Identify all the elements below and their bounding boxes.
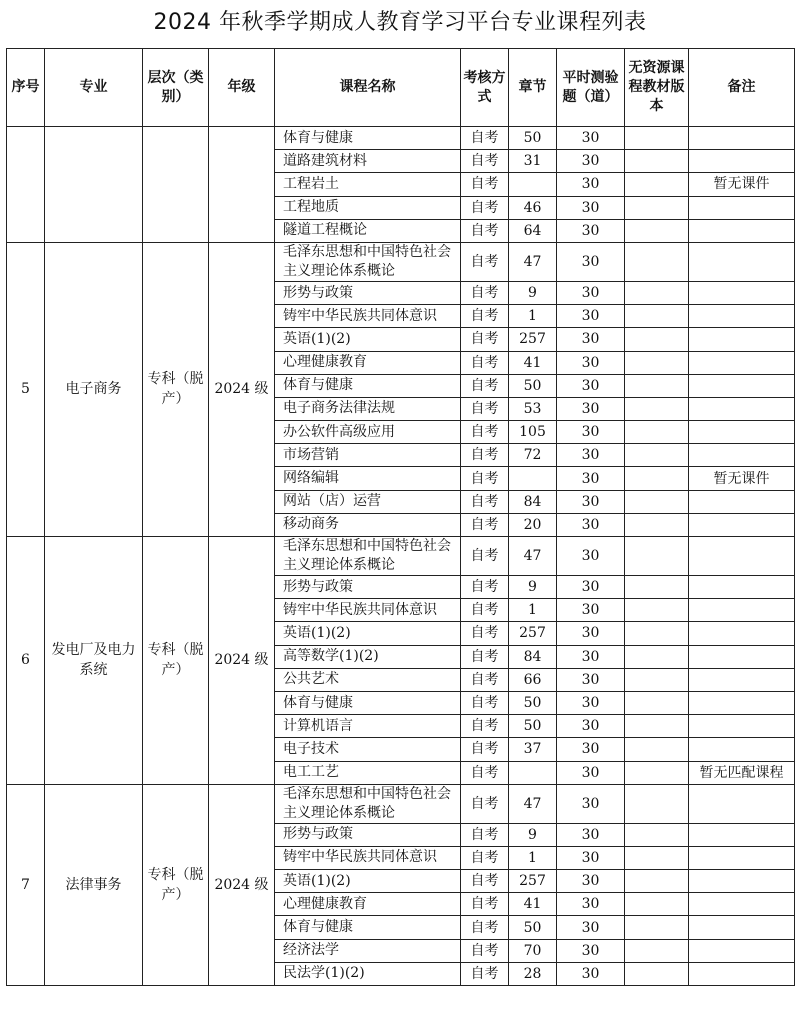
major-cell: 电子商务 <box>45 242 143 536</box>
course-name-cell: 心理健康教育 <box>275 893 461 916</box>
course-name-cell: 形势与政策 <box>275 823 461 846</box>
exam-method-cell: 自考 <box>461 127 509 150</box>
exam-method-cell: 自考 <box>461 196 509 219</box>
course-name-cell: 形势与政策 <box>275 281 461 304</box>
chapters-cell: 50 <box>509 916 557 939</box>
quiz-count-cell: 30 <box>557 893 625 916</box>
quiz-count-cell: 30 <box>557 576 625 599</box>
chapters-cell: 47 <box>509 242 557 281</box>
header-exam: 考核方式 <box>461 49 509 127</box>
remark-cell <box>689 219 795 242</box>
chapters-cell: 257 <box>509 622 557 645</box>
no-resource-cell <box>625 537 689 576</box>
quiz-count-cell: 30 <box>557 846 625 869</box>
seq-cell <box>7 127 45 243</box>
exam-method-cell: 自考 <box>461 846 509 869</box>
no-resource-cell <box>625 893 689 916</box>
course-name-cell: 市场营销 <box>275 444 461 467</box>
header-chapters: 章节 <box>509 49 557 127</box>
no-resource-cell <box>625 219 689 242</box>
chapters-cell: 64 <box>509 219 557 242</box>
table-row <box>7 242 795 281</box>
exam-method-cell: 自考 <box>461 444 509 467</box>
chapters-cell: 50 <box>509 691 557 714</box>
remark-cell <box>689 305 795 328</box>
course-name-cell: 英语(1)(2) <box>275 328 461 351</box>
remark-cell <box>689 622 795 645</box>
table-row <box>7 784 795 823</box>
exam-method-cell: 自考 <box>461 374 509 397</box>
grade-cell: 2024 级 <box>209 784 275 985</box>
no-resource-cell <box>625 645 689 668</box>
header-quiz: 平时测验题（道） <box>557 49 625 127</box>
no-resource-cell <box>625 715 689 738</box>
no-resource-cell <box>625 962 689 985</box>
course-name-cell: 隧道工程概论 <box>275 219 461 242</box>
chapters-cell: 9 <box>509 281 557 304</box>
no-resource-cell <box>625 916 689 939</box>
exam-method-cell: 自考 <box>461 784 509 823</box>
table-row <box>7 537 795 576</box>
exam-method-cell: 自考 <box>461 281 509 304</box>
no-resource-cell <box>625 668 689 691</box>
chapters-cell: 53 <box>509 397 557 420</box>
chapters-cell: 31 <box>509 150 557 173</box>
course-name-cell: 网站（店）运营 <box>275 490 461 513</box>
chapters-cell: 28 <box>509 962 557 985</box>
quiz-count-cell: 30 <box>557 374 625 397</box>
remark-cell <box>689 893 795 916</box>
course-name-cell: 铸牢中华民族共同体意识 <box>275 305 461 328</box>
header-no-resource: 无资源课程教材版本 <box>625 49 689 127</box>
remark-cell <box>689 668 795 691</box>
exam-method-cell: 自考 <box>461 761 509 784</box>
chapters-cell <box>509 173 557 196</box>
no-resource-cell <box>625 846 689 869</box>
chapters-cell: 50 <box>509 715 557 738</box>
course-name-cell: 铸牢中华民族共同体意识 <box>275 599 461 622</box>
no-resource-cell <box>625 281 689 304</box>
exam-method-cell: 自考 <box>461 351 509 374</box>
level-cell: 专科（脱产） <box>143 242 209 536</box>
remark-cell <box>689 328 795 351</box>
exam-method-cell: 自考 <box>461 305 509 328</box>
course-name-cell: 体育与健康 <box>275 691 461 714</box>
quiz-count-cell: 30 <box>557 196 625 219</box>
quiz-count-cell: 30 <box>557 173 625 196</box>
exam-method-cell: 自考 <box>461 668 509 691</box>
remark-cell <box>689 242 795 281</box>
header-level: 层次（类别） <box>143 49 209 127</box>
no-resource-cell <box>625 823 689 846</box>
no-resource-cell <box>625 374 689 397</box>
quiz-count-cell: 30 <box>557 645 625 668</box>
remark-cell <box>689 127 795 150</box>
seq-cell: 6 <box>7 537 45 785</box>
chapters-cell: 47 <box>509 784 557 823</box>
quiz-count-cell: 30 <box>557 715 625 738</box>
no-resource-cell <box>625 513 689 536</box>
major-cell: 法律事务 <box>45 784 143 985</box>
level-cell: 专科（脱产） <box>143 784 209 985</box>
remark-cell: 暂无课件 <box>689 173 795 196</box>
no-resource-cell <box>625 127 689 150</box>
quiz-count-cell: 30 <box>557 127 625 150</box>
quiz-count-cell: 30 <box>557 219 625 242</box>
exam-method-cell: 自考 <box>461 962 509 985</box>
course-name-cell: 电子技术 <box>275 738 461 761</box>
quiz-count-cell: 30 <box>557 962 625 985</box>
course-name-cell: 形势与政策 <box>275 576 461 599</box>
major-cell: 发电厂及电力系统 <box>45 537 143 785</box>
exam-method-cell: 自考 <box>461 467 509 490</box>
chapters-cell: 84 <box>509 645 557 668</box>
grade-cell: 2024 级 <box>209 242 275 536</box>
quiz-count-cell: 30 <box>557 351 625 374</box>
major-cell <box>45 127 143 243</box>
quiz-count-cell: 30 <box>557 916 625 939</box>
chapters-cell: 66 <box>509 668 557 691</box>
quiz-count-cell: 30 <box>557 622 625 645</box>
exam-method-cell: 自考 <box>461 421 509 444</box>
no-resource-cell <box>625 599 689 622</box>
exam-method-cell: 自考 <box>461 645 509 668</box>
course-name-cell: 体育与健康 <box>275 916 461 939</box>
remark-cell <box>689 374 795 397</box>
quiz-count-cell: 30 <box>557 761 625 784</box>
chapters-cell: 257 <box>509 870 557 893</box>
table-row <box>7 127 795 150</box>
quiz-count-cell: 30 <box>557 939 625 962</box>
remark-cell <box>689 421 795 444</box>
header-seq: 序号 <box>7 49 45 127</box>
quiz-count-cell: 30 <box>557 738 625 761</box>
chapters-cell: 50 <box>509 127 557 150</box>
no-resource-cell <box>625 490 689 513</box>
chapters-cell: 1 <box>509 599 557 622</box>
no-resource-cell <box>625 150 689 173</box>
remark-cell <box>689 397 795 420</box>
no-resource-cell <box>625 691 689 714</box>
exam-method-cell: 自考 <box>461 691 509 714</box>
quiz-count-cell: 30 <box>557 823 625 846</box>
grade-cell <box>209 127 275 243</box>
course-name-cell: 计算机语言 <box>275 715 461 738</box>
course-name-cell: 经济法学 <box>275 939 461 962</box>
chapters-cell: 257 <box>509 328 557 351</box>
remark-cell <box>689 962 795 985</box>
course-name-cell: 网络编辑 <box>275 467 461 490</box>
quiz-count-cell: 30 <box>557 305 625 328</box>
remark-cell: 暂无课件 <box>689 467 795 490</box>
exam-method-cell: 自考 <box>461 537 509 576</box>
course-name-cell: 电工工艺 <box>275 761 461 784</box>
header-major: 专业 <box>45 49 143 127</box>
course-name-cell: 办公软件高级应用 <box>275 421 461 444</box>
course-name-cell: 心理健康教育 <box>275 351 461 374</box>
remark-cell <box>689 846 795 869</box>
course-name-cell: 工程地质 <box>275 196 461 219</box>
chapters-cell <box>509 467 557 490</box>
remark-cell <box>689 823 795 846</box>
chapters-cell: 46 <box>509 196 557 219</box>
quiz-count-cell: 30 <box>557 150 625 173</box>
quiz-count-cell: 30 <box>557 490 625 513</box>
exam-method-cell: 自考 <box>461 328 509 351</box>
remark-cell <box>689 150 795 173</box>
chapters-cell: 1 <box>509 846 557 869</box>
no-resource-cell <box>625 576 689 599</box>
course-name-cell: 毛泽东思想和中国特色社会主义理论体系概论 <box>275 784 461 823</box>
remark-cell <box>689 351 795 374</box>
no-resource-cell <box>625 939 689 962</box>
remark-cell <box>689 576 795 599</box>
remark-cell <box>689 645 795 668</box>
exam-method-cell: 自考 <box>461 150 509 173</box>
exam-method-cell: 自考 <box>461 490 509 513</box>
no-resource-cell <box>625 351 689 374</box>
quiz-count-cell: 30 <box>557 668 625 691</box>
course-name-cell: 高等数学(1)(2) <box>275 645 461 668</box>
no-resource-cell <box>625 421 689 444</box>
course-name-cell: 公共艺术 <box>275 668 461 691</box>
remark-cell <box>689 537 795 576</box>
quiz-count-cell: 30 <box>557 513 625 536</box>
remark-cell <box>689 870 795 893</box>
remark-cell <box>689 916 795 939</box>
course-name-cell: 电子商务法律法规 <box>275 397 461 420</box>
chapters-cell: 47 <box>509 537 557 576</box>
quiz-count-cell: 30 <box>557 784 625 823</box>
quiz-count-cell: 30 <box>557 242 625 281</box>
chapters-cell: 41 <box>509 893 557 916</box>
exam-method-cell: 自考 <box>461 823 509 846</box>
quiz-count-cell: 30 <box>557 397 625 420</box>
chapters-cell: 9 <box>509 823 557 846</box>
seq-cell: 5 <box>7 242 45 536</box>
no-resource-cell <box>625 196 689 219</box>
chapters-cell: 72 <box>509 444 557 467</box>
course-name-cell: 英语(1)(2) <box>275 622 461 645</box>
chapters-cell <box>509 761 557 784</box>
remark-cell <box>689 738 795 761</box>
exam-method-cell: 自考 <box>461 219 509 242</box>
exam-method-cell: 自考 <box>461 576 509 599</box>
exam-method-cell: 自考 <box>461 599 509 622</box>
no-resource-cell <box>625 467 689 490</box>
course-name-cell: 工程岩土 <box>275 173 461 196</box>
course-name-cell: 体育与健康 <box>275 127 461 150</box>
no-resource-cell <box>625 761 689 784</box>
course-table <box>6 48 795 986</box>
no-resource-cell <box>625 397 689 420</box>
no-resource-cell <box>625 242 689 281</box>
quiz-count-cell: 30 <box>557 328 625 351</box>
quiz-count-cell: 30 <box>557 421 625 444</box>
quiz-count-cell: 30 <box>557 467 625 490</box>
quiz-count-cell: 30 <box>557 281 625 304</box>
exam-method-cell: 自考 <box>461 738 509 761</box>
exam-method-cell: 自考 <box>461 622 509 645</box>
course-name-cell: 毛泽东思想和中国特色社会主义理论体系概论 <box>275 242 461 281</box>
exam-method-cell: 自考 <box>461 397 509 420</box>
chapters-cell: 70 <box>509 939 557 962</box>
course-name-cell: 铸牢中华民族共同体意识 <box>275 846 461 869</box>
page-title: 2024 年秋季学期成人教育学习平台专业课程列表 <box>153 10 647 35</box>
exam-method-cell: 自考 <box>461 715 509 738</box>
chapters-cell: 105 <box>509 421 557 444</box>
no-resource-cell <box>625 622 689 645</box>
exam-method-cell: 自考 <box>461 870 509 893</box>
exam-method-cell: 自考 <box>461 513 509 536</box>
exam-method-cell: 自考 <box>461 893 509 916</box>
remark-cell <box>689 444 795 467</box>
chapters-cell: 84 <box>509 490 557 513</box>
header-row <box>7 49 795 127</box>
remark-cell <box>689 281 795 304</box>
remark-cell <box>689 513 795 536</box>
quiz-count-cell: 30 <box>557 870 625 893</box>
course-name-cell: 民法学(1)(2) <box>275 962 461 985</box>
course-name-cell: 道路建筑材料 <box>275 150 461 173</box>
header-remark: 备注 <box>689 49 795 127</box>
remark-cell <box>689 784 795 823</box>
chapters-cell: 9 <box>509 576 557 599</box>
remark-cell <box>689 599 795 622</box>
no-resource-cell <box>625 444 689 467</box>
course-name-cell: 英语(1)(2) <box>275 870 461 893</box>
chapters-cell: 1 <box>509 305 557 328</box>
chapters-cell: 37 <box>509 738 557 761</box>
no-resource-cell <box>625 173 689 196</box>
level-cell <box>143 127 209 243</box>
exam-method-cell: 自考 <box>461 242 509 281</box>
remark-cell: 暂无匹配课程 <box>689 761 795 784</box>
header-grade: 年级 <box>209 49 275 127</box>
course-name-cell: 毛泽东思想和中国特色社会主义理论体系概论 <box>275 537 461 576</box>
chapters-cell: 20 <box>509 513 557 536</box>
seq-cell: 7 <box>7 784 45 985</box>
remark-cell <box>689 691 795 714</box>
chapters-cell: 50 <box>509 374 557 397</box>
course-name-cell: 移动商务 <box>275 513 461 536</box>
grade-cell: 2024 级 <box>209 537 275 785</box>
no-resource-cell <box>625 328 689 351</box>
quiz-count-cell: 30 <box>557 444 625 467</box>
quiz-count-cell: 30 <box>557 691 625 714</box>
no-resource-cell <box>625 870 689 893</box>
remark-cell <box>689 939 795 962</box>
no-resource-cell <box>625 305 689 328</box>
no-resource-cell <box>625 784 689 823</box>
quiz-count-cell: 30 <box>557 599 625 622</box>
table-body <box>7 127 795 986</box>
level-cell: 专科（脱产） <box>143 537 209 785</box>
exam-method-cell: 自考 <box>461 173 509 196</box>
chapters-cell: 41 <box>509 351 557 374</box>
exam-method-cell: 自考 <box>461 939 509 962</box>
remark-cell <box>689 715 795 738</box>
no-resource-cell <box>625 738 689 761</box>
header-course: 课程名称 <box>275 49 461 127</box>
exam-method-cell: 自考 <box>461 916 509 939</box>
remark-cell <box>689 196 795 219</box>
quiz-count-cell: 30 <box>557 537 625 576</box>
remark-cell <box>689 490 795 513</box>
course-name-cell: 体育与健康 <box>275 374 461 397</box>
